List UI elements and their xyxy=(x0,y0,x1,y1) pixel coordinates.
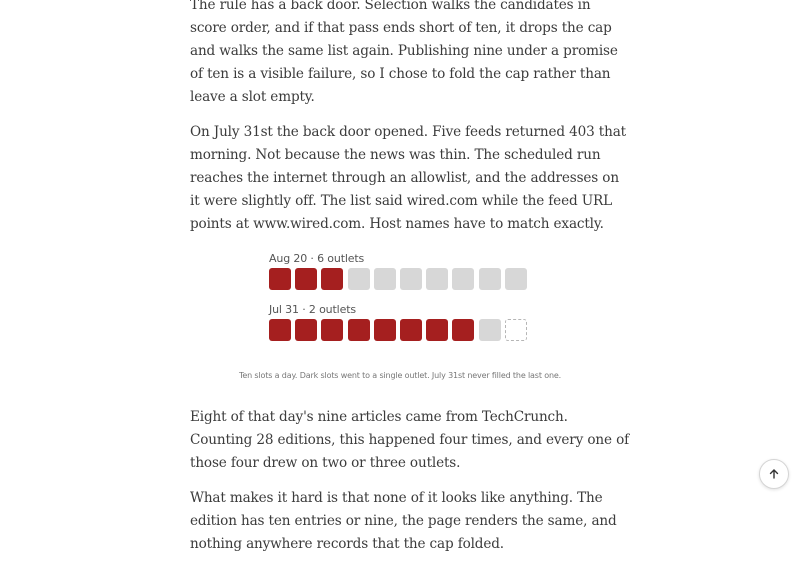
slot-light xyxy=(479,268,501,290)
slot-row-jul-31 xyxy=(269,303,527,341)
slot-dark xyxy=(321,268,343,290)
scroll-to-top-button[interactable] xyxy=(759,459,789,489)
slot-dark xyxy=(426,319,448,341)
slot-dark xyxy=(374,319,396,341)
slot-dark xyxy=(452,319,474,341)
slot-light xyxy=(505,268,527,290)
slot-dark xyxy=(348,319,370,341)
slot-empty xyxy=(505,319,527,341)
slot-light xyxy=(348,268,370,290)
paragraph-july-31st: On July 31st the back door opened. Five feeds returned 403 that morning. Not because the news was thin. The scheduled run reaches the internet through an allowlist, and the addresses on it were slightly off. The list said wired.com while the feed URL points at www.wired.com. Host names have to match exactly. xyxy=(190,124,626,232)
slot-light xyxy=(426,268,448,290)
slot-row-aug-20 xyxy=(269,252,527,290)
slot-dark xyxy=(295,319,317,341)
slot-dark xyxy=(269,268,291,290)
slot-light xyxy=(374,268,396,290)
slot-row-label: Aug 20 · 6 outlets xyxy=(269,252,365,265)
slot-dark xyxy=(321,319,343,341)
figure-caption: Ten slots a day. Dark slots went to a single outlet. July 31st never filled the last one. xyxy=(238,371,562,380)
slot-row-slots xyxy=(269,268,527,290)
paragraph-cap-folded: What makes it hard is that none of it looks like anything. The edition has ten entries or nine, the page renders the same, and nothing anywhere records that the cap folded. xyxy=(190,490,617,552)
arrow-up-icon xyxy=(768,468,780,480)
article-body xyxy=(190,0,630,568)
paragraph-back-door: The rule has a back door. Selection walks the candidates in score order, and if that pass ends short of ten, it drops the cap and walks the same list again. Publishing nine under a promise of ten is a visible failure, so I chose to fold the cap rather than leave a slot empty. xyxy=(190,0,618,105)
slot-dark xyxy=(269,319,291,341)
paragraph-techcrunch: Eight of that day's nine articles came from TechCrunch. Counting 28 editions, this happened four times, and every one of those four drew on two or three outlets. xyxy=(190,409,629,471)
slot-dark xyxy=(295,268,317,290)
slot-light xyxy=(400,268,422,290)
slot-row-slots xyxy=(269,319,527,341)
slot-dark xyxy=(400,319,422,341)
slot-figure xyxy=(190,248,630,406)
slot-light xyxy=(479,319,501,341)
slot-row-label: Jul 31 · 2 outlets xyxy=(269,303,356,316)
slot-light xyxy=(452,268,474,290)
